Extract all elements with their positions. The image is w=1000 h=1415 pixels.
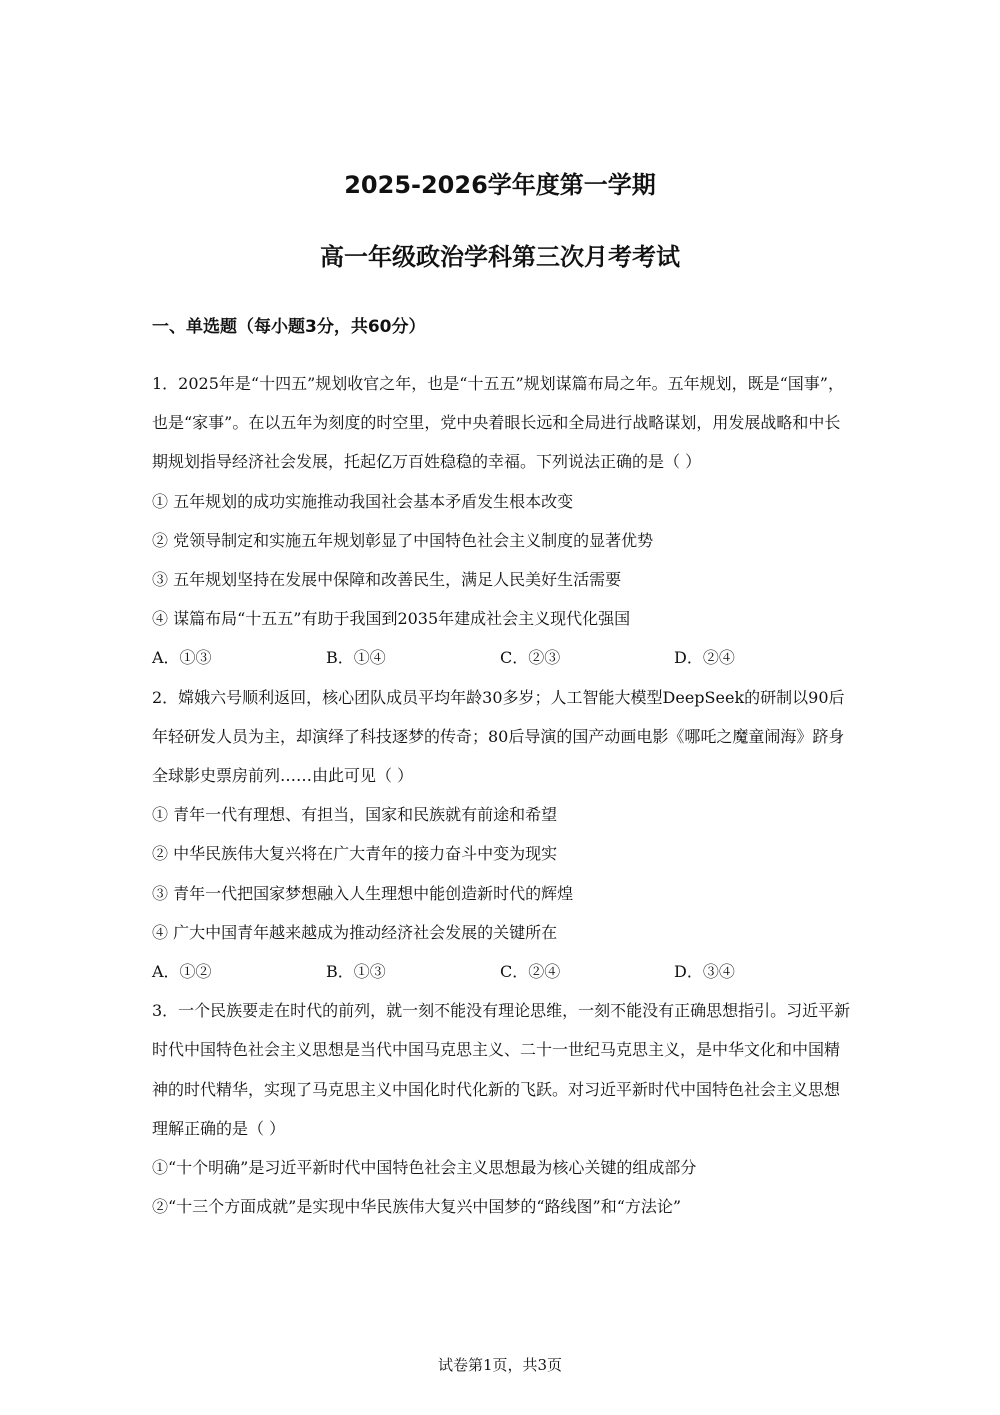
exam-title-line2: 高一年级政治学科第三次月考考试 xyxy=(320,243,680,271)
exam-title-line1: 2025-2026学年度第一学期 xyxy=(344,171,656,199)
question-item: ④ 广大中国青年越来越成为推动经济社会发展的关键所在 xyxy=(152,922,558,942)
option-a: A．①② xyxy=(152,962,212,982)
question-item: ①“十个明确”是习近平新时代中国特色社会主义思想最为核心关键的组成部分 xyxy=(152,1158,697,1178)
section-heading: 一、单选题（每小题3分，共60分） xyxy=(152,317,426,337)
page-footer: 试卷第1页，共3页 xyxy=(437,1356,563,1374)
question-item: ① 五年规划的成功实施推动我国社会基本矛盾发生根本改变 xyxy=(152,491,574,511)
question-item: ④ 谋篇布局“十五五”有助于我国到2035年建成社会主义现代化强国 xyxy=(152,609,631,629)
question-item: ③ 五年规划坚持在发展中保障和改善民生，满足人民美好生活需要 xyxy=(152,570,622,590)
option-b: B．①④ xyxy=(326,648,386,668)
answer-options xyxy=(152,638,852,677)
question-item: ② 中华民族伟大复兴将在广大青年的接力奋斗中变为现实 xyxy=(152,844,558,864)
option-d: D．③④ xyxy=(674,962,735,982)
question-stem: 3．一个民族要走在时代的前列，就一刻不能没有理论思维，一刻不能没有正确思想指引。习近平新时代中国特色社会主义思想是当代中国马克思主义、二十一世纪马克思主义，是中华文化和中国精神的时代精华，实现了马克思主义中国化时代化新的飞跃。对习近平新时代中国特色社会主义思想理解正确的是（ ） xyxy=(152,1001,851,1138)
option-c: C．②③ xyxy=(500,648,561,668)
question-item: ① 青年一代有理想、有担当，国家和民族就有前途和希望 xyxy=(152,805,558,825)
option-d: D．②④ xyxy=(674,648,735,668)
question-stem: 2．嫦娥六号顺利返回，核心团队成员平均年龄30多岁；人工智能大模型DeepSeek的研制以90后年轻研发人员为主，却演绎了科技逐梦的传奇；80后导演的国产动画电影《哪吒之魔童闹海》跻身全球影史票房前列……由此可见（ ） xyxy=(152,687,845,786)
question-stem: 1．2025年是“十四五”规划收官之年，也是“十五五”规划谋篇布局之年。五年规划，既是“国事”，也是“家事”。在以五年为刻度的时空里，党中央着眼长远和全局进行战略谋划，用发展战略和中长期规划指导经济社会发展，托起亿万百姓稳稳的幸福。下列说法正确的是（ ） xyxy=(152,374,844,472)
question-item: ②“十三个方面成就”是实现中华民族伟大复兴中国梦的“路线图”和“方法论” xyxy=(152,1197,682,1217)
question-item: ③ 青年一代把国家梦想融入人生理想中能创造新时代的辉煌 xyxy=(152,883,574,903)
question-item: ② 党领导制定和实施五年规划彰显了中国特色社会主义制度的显著优势 xyxy=(152,530,654,550)
question-list xyxy=(152,364,852,1226)
option-a: A．①③ xyxy=(152,648,212,668)
answer-options xyxy=(152,952,852,991)
option-b: B．①③ xyxy=(326,962,386,982)
option-c: C．②④ xyxy=(500,962,561,982)
